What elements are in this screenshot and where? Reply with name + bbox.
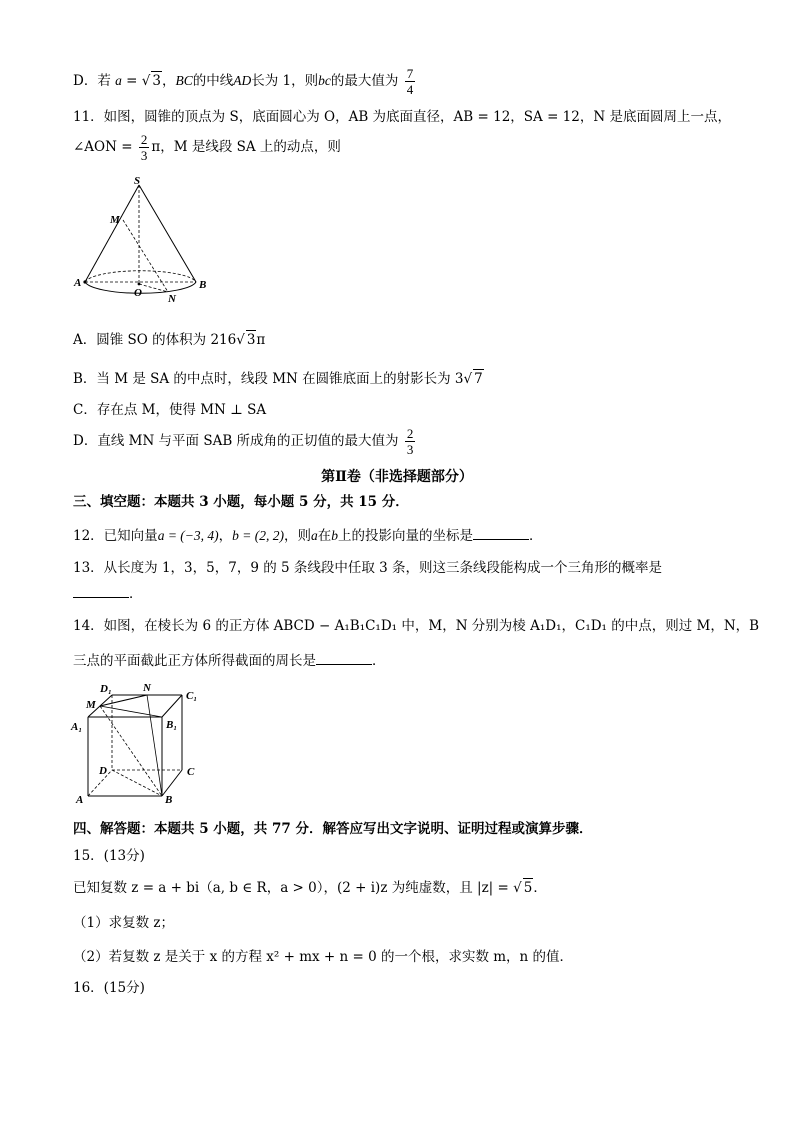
q10d-fraction: $\frac{7}{4}$ (406, 66, 414, 97)
q15-end: ． (533, 880, 547, 896)
cone-label-b: B (199, 279, 207, 291)
q12 (73, 526, 543, 545)
q11-optD-text: D．直线 MN 与平面 SAB 所成角的正切值的最大值为 (73, 433, 399, 449)
cube-label-b: B (165, 794, 173, 806)
q15-part1: （1）求复数 z； (73, 915, 174, 931)
q11-optA-root: 3 (246, 332, 256, 348)
q11-line2 (73, 132, 341, 163)
q15-root: 5 (523, 880, 533, 896)
q11-fraction: $\frac{2}{3}$ (140, 132, 148, 163)
q12-vector-a: a = (−3, 4) (157, 528, 219, 543)
q10d-text3: 的中线 (192, 73, 234, 89)
q12-tail: 上的投影向量的坐标是 (338, 528, 474, 544)
q12-a: a (311, 528, 318, 543)
q10d-text7: 的最大值为 (330, 73, 399, 89)
q14-line2 (73, 651, 386, 670)
q13-line2 (73, 584, 143, 603)
section3-heading: 三、填空题：本题共 3 小题，每小题 5 分，共 15 分． (73, 494, 409, 510)
part2-title: 第Ⅱ卷（非选择题部分） (321, 469, 473, 485)
cone-label-o: O (134, 287, 142, 299)
cube-label-d1: D₁ (100, 683, 112, 695)
cube-label-m: M (86, 699, 96, 711)
cube-label-c1: C₁ (186, 690, 198, 702)
q10d-text4: AD (233, 73, 252, 88)
q11-option-d (73, 426, 417, 457)
q15-part2: （2）若复数 z 是关于 x 的方程 x² + mx + n = 0 的一个根，求实数 m，n 的值． (73, 949, 574, 965)
q11-optA-text: A．圆锥 SO 的体积为 216 (73, 332, 237, 348)
q14-end: ． (372, 653, 386, 669)
q12-prefix: 12．已知向量 (73, 528, 158, 544)
q12-on: 在 (317, 528, 332, 544)
q14-answer-blank[interactable] (316, 651, 372, 665)
q10d-a-eq: a (115, 73, 122, 88)
q13-line1: 13．从长度为 1，3，5，7，9 的 5 条线段中任取 3 条，则这三条线段能构成一个三角形的概率是 (73, 560, 663, 576)
q10d-text6: bc (318, 73, 331, 88)
cone-label-s: S (134, 175, 141, 187)
q11-angle: ∠AON = (73, 139, 133, 155)
q15-head: 15．(13分) (73, 848, 145, 864)
q11-option-c: C．存在点 M，使得 MN ⊥ SA (73, 402, 267, 418)
q11-option-b: B．当 M 是 SA 的中点时，线段 MN 在圆锥底面上的射影长为 3√ 7 (73, 371, 483, 387)
q12-comma: ， (218, 528, 233, 544)
q10d-text5: 长为 1，则 (251, 73, 319, 89)
q10d-label: D．若 (73, 73, 111, 89)
cube-label-n: N (143, 682, 151, 694)
q11-optB-text: B．当 M 是 SA 的中点时，线段 MN 在圆锥底面上的射影长为 3 (73, 371, 464, 387)
cube-label-d: D (99, 765, 107, 777)
q14-line1: 14．如图，在棱长为 6 的正方体 ABCD − A₁B₁C₁D₁ 中，M，N 分别为棱 A₁D₁，C₁D₁ 的中点，则过 M，N，B (73, 618, 760, 634)
section4-heading: 四、解答题：本题共 5 小题，共 77 分．解答应写出文字说明、证明过程或演算步骤． (73, 821, 593, 837)
cube-label-a1: A₁ (71, 721, 83, 733)
q13-answer-blank[interactable] (73, 584, 129, 598)
cone-figure (70, 175, 220, 305)
cube-label-c: C (187, 766, 195, 778)
q10d-text1: ， (161, 73, 176, 89)
cube-figure (70, 680, 210, 808)
q12-then: ，则 (284, 528, 312, 544)
cube-label-a: A (76, 794, 84, 806)
q13-end: ． (129, 586, 143, 602)
q11-line2-tail: π，M 是线段 SA 上的动点，则 (151, 139, 341, 155)
q10d-sqrt: √ 3 (141, 73, 161, 89)
q15-line1: 已知复数 z = a + bi（a, b ∈ R，a > 0），(2 + i)z 为纯虚数，且 |z| = √ 5． (73, 880, 547, 896)
q12-b: b (331, 528, 339, 543)
q15-statement: 已知复数 z = a + bi（a, b ∈ R，a > 0），(2 + i)z 为纯虚数，且 |z| = (73, 880, 509, 896)
q12-answer-blank[interactable] (473, 526, 529, 540)
q16-head: 16．(15分) (73, 980, 145, 996)
q11-line1: 11．如图，圆锥的顶点为 S，底面圆心为 O，AB 为底面直径，AB = 12，SA = 12，N 是底面圆周上一点， (73, 109, 731, 125)
q11-optB-root: 7 (474, 371, 483, 387)
q14-line2-text: 三点的平面截此正方体所得截面的周长是 (73, 653, 316, 669)
cube-label-b1: B₁ (166, 719, 178, 731)
q10d-text2: BC (175, 73, 193, 88)
cone-label-n: N (168, 293, 176, 305)
q11-optD-fraction: $\frac{2}{3}$ (406, 426, 414, 457)
q11-option-a: A．圆锥 SO 的体积为 216√ 3π (73, 332, 266, 348)
q10-option-d: D．若 a = √ 3，BC的中线AD长为 1，则bc的最大值为 $\frac{7}{4}$ (73, 66, 414, 97)
q12-vector-b: b = (2, 2) (232, 528, 285, 543)
q11-optA-tail: π (256, 332, 266, 348)
cone-label-a: A (74, 277, 82, 289)
q12-end: ． (529, 528, 543, 544)
cone-label-m: M (110, 214, 120, 226)
